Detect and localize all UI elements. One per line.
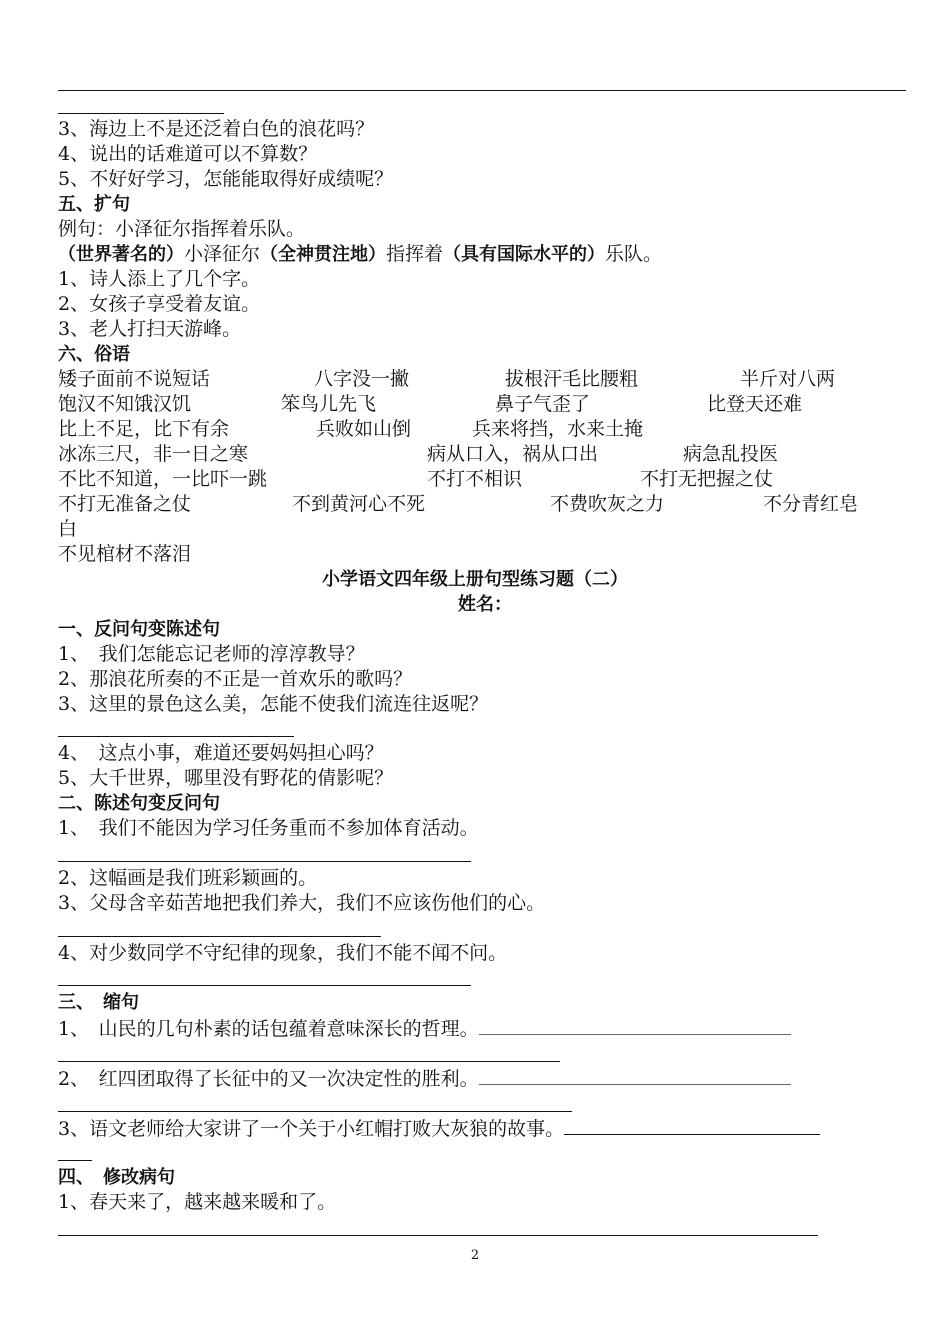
question-line: 1、春天来了，越来越来暖和了。 [58, 1191, 337, 1213]
expanded-example [58, 242, 662, 267]
answer-line [58, 936, 381, 937]
question-line: 3、老人打扫天游峰。 [58, 318, 242, 340]
answer-line [58, 736, 294, 737]
answer-line [58, 1061, 560, 1062]
question-line: 1、 我们不能因为学习任务重而不参加体育活动。 [58, 817, 479, 839]
question-line [58, 1066, 791, 1092]
proverb: 冰冻三尺，非一日之寒 [58, 443, 249, 465]
question-text: 3、语文老师给大家讲了一个关于小红帽打败大灰狼的故事。 [58, 1118, 565, 1140]
proverb: 半斤对八两 [740, 368, 836, 390]
answer-blank[interactable] [479, 1016, 791, 1035]
question-line: 4、 这点小事，难道还要妈妈担心吗？ [58, 742, 384, 764]
question-line: 4、说出的话难道可以不算数？ [58, 143, 318, 165]
proverb: 比上不足，比下有余 [58, 418, 230, 440]
proverb: 不分青红皂 [763, 493, 859, 515]
question-line [58, 1116, 820, 1142]
section-heading: 一、反问句变陈述句 [58, 619, 220, 640]
proverb: 鼻子气歪了 [495, 393, 591, 415]
proverb: 不见棺材不落泪 [58, 543, 192, 565]
proverb: 不打不相识 [427, 468, 523, 490]
answer-line [58, 90, 906, 91]
question-text: 2、 红四团取得了长征中的又一次决定性的胜利。 [58, 1068, 479, 1090]
question-line: 4、对少数同学不守纪律的现象，我们不能不闻不问。 [58, 942, 508, 964]
proverb: 笨鸟儿先飞 [281, 393, 377, 415]
proverb: 兵来将挡，水来土掩 [472, 418, 644, 440]
section-heading: 五、扩句 [58, 194, 130, 215]
section-heading: 二、陈述句变反问句 [58, 793, 220, 814]
section-heading: 四、 修改病句 [58, 1167, 175, 1188]
question-line [58, 1016, 791, 1042]
answer-line [58, 113, 224, 114]
question-line: 3、这里的景色这么美，怎能不使我们流连往返呢？ [58, 693, 489, 715]
section-heading: 六、俗语 [58, 344, 130, 365]
proverb: 不打无把握之仗 [640, 468, 774, 490]
answer-line [58, 1160, 92, 1161]
answer-line [58, 1235, 818, 1236]
example-sentence: 例句：小泽征尔指挥着乐队。 [58, 218, 306, 240]
proverb: 不费吹灰之力 [550, 493, 665, 515]
question-line: 1、诗人添上了几个字。 [58, 268, 261, 290]
proverb: 不打无准备之仗 [58, 493, 192, 515]
answer-line [58, 985, 471, 986]
proverb-wrap: 白 [58, 518, 78, 540]
page-number: 2 [470, 1248, 480, 1263]
proverb: 病从口入，祸从口出 [427, 443, 599, 465]
question-line: 2、那浪花所奏的不正是一首欢乐的歌吗？ [58, 668, 413, 690]
proverb: 兵败如山倒 [316, 418, 412, 440]
plain-word: 小泽征尔 [184, 243, 261, 265]
question-line: 1、 我们怎能忘记老师的淳淳教导？ [58, 643, 365, 665]
question-line: 2、女孩子享受着友谊。 [58, 293, 261, 315]
proverb: 不到黄河心不死 [292, 493, 426, 515]
proverb: 饱汉不知饿汉饥 [58, 393, 192, 415]
question-line: 5、大千世界，哪里没有野花的倩影呢？ [58, 767, 394, 789]
question-line: 2、这幅画是我们班彩颖画的。 [58, 867, 318, 889]
proverb: 拔根汗毛比腰粗 [505, 368, 639, 390]
proverb: 病急乱投医 [683, 443, 779, 465]
question-line: 5、不好好学习，怎能能取得好成绩呢？ [58, 168, 394, 190]
bold-modifier: （世界著名的） [58, 244, 184, 265]
proverb: 不比不知道，一比吓一跳 [58, 468, 268, 490]
plain-word: 指挥着 [386, 243, 444, 265]
question-text: 1、 山民的几句朴素的话包蕴着意味深长的哲理。 [58, 1018, 479, 1040]
answer-blank[interactable] [479, 1066, 791, 1085]
question-line: 3、父母含辛茹苦地把我们养大，我们不应该伤他们的心。 [58, 892, 546, 914]
answer-line [58, 861, 471, 862]
name-label: 姓名： [458, 594, 512, 615]
bold-modifier: （具有国际水平的） [443, 244, 606, 265]
proverb: 矮子面前不说短话 [58, 368, 211, 390]
answer-line [58, 1111, 572, 1112]
plain-word: 乐队。 [605, 243, 663, 265]
section-heading: 三、 缩句 [58, 992, 139, 1013]
question-line: 3、海边上不是还泛着白色的浪花吗？ [58, 118, 375, 140]
answer-blank[interactable] [564, 1116, 820, 1135]
proverb: 八字没一撇 [314, 368, 410, 390]
page-title: 小学语文四年级上册句型练习题（二） [322, 569, 628, 590]
bold-modifier: （全神贯注地） [260, 244, 387, 265]
proverb: 比登天还难 [707, 393, 803, 415]
